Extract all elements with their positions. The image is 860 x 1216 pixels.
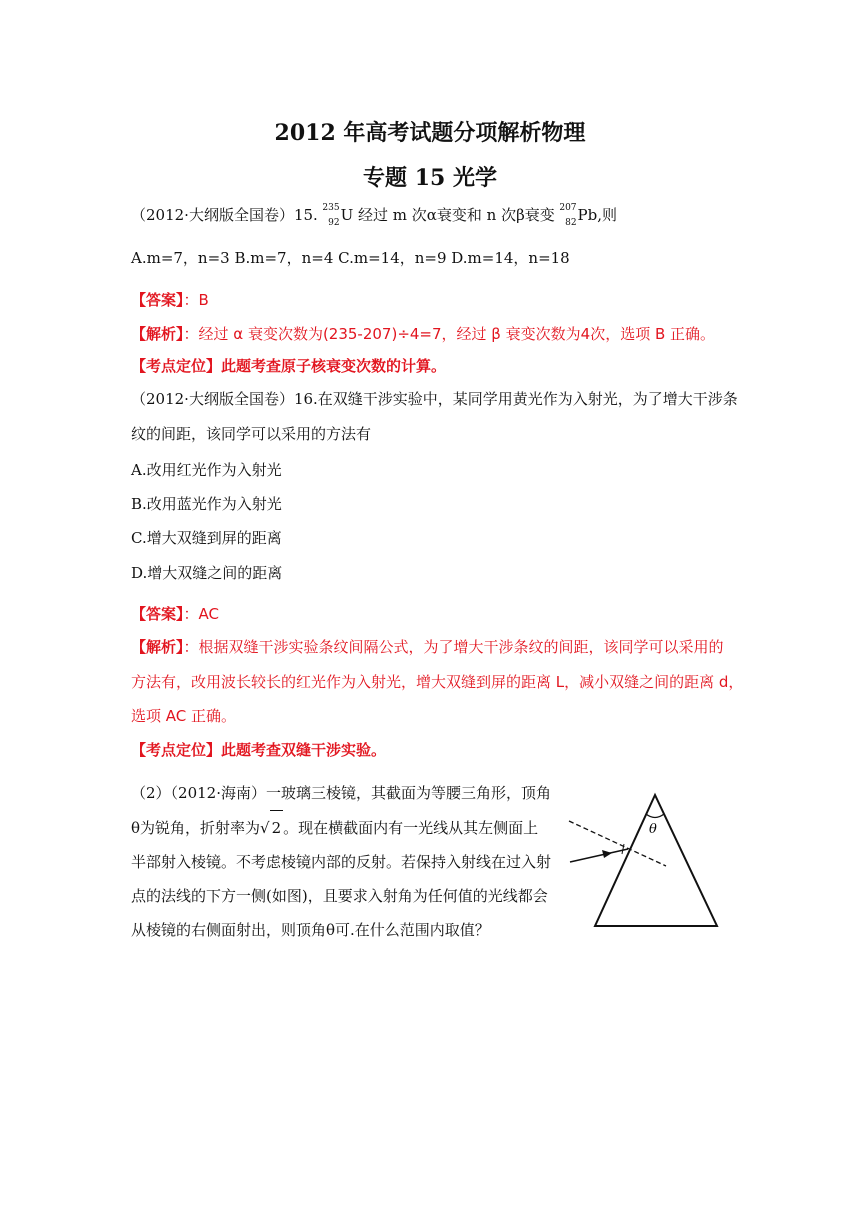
apex-angle-label: θ [649, 822, 657, 837]
question-16-stem-line1: （2012·大纲版全国卷）16.在双缝干涉实验中，某同学用黄光作为入射光，为了增大干涉条 [131, 390, 738, 408]
document-title: 2012 年高考试题分项解析物理 [274, 120, 586, 146]
answer-15 [131, 290, 209, 310]
question-16-stem-line2: 纹的间距，该同学可以采用的方法有 [131, 425, 372, 443]
answer-16 [131, 604, 219, 624]
question-2-line1: （2）（2012·海南）一玻璃三棱镜，其截面为等腰三角形，顶角 [131, 784, 551, 802]
knowledge-point-text: 此题考查原子核衰变次数的计算。 [221, 357, 447, 375]
document-subtitle: 专题 15 光学 [363, 165, 497, 191]
analysis-label: 【解析】 [131, 325, 184, 343]
question-16-option-d: D.增大双缝之间的距离 [131, 564, 283, 582]
lead-atomic-number: 82 [565, 218, 577, 228]
question-2-line4: 点的法线的下方一侧(如图)，且要求入射角为任何值的光线都会 [131, 887, 548, 905]
question-15-options: A.m=7，n=3 B.m=7，n=4 C.m=14，n=9 D.m=14，n=18 [131, 249, 570, 267]
answer-value: ：AC [183, 605, 219, 623]
analysis-text: ：经过 α 衰变次数为(235-207)÷4=7，经过 β 衰变次数为4次，选项 B 正确。 [183, 325, 716, 343]
question-2-line2 [131, 810, 551, 845]
analysis-15 [131, 324, 715, 344]
question-16-option-a: A.改用红光作为入射光 [131, 461, 282, 479]
question-15-stem [131, 205, 617, 226]
knowledge-point-label: 【考点定位】 [131, 741, 222, 759]
question-15-text-end: ,则 [597, 206, 618, 224]
question-2-text: θ为锐角，折射率为 [131, 819, 261, 837]
lead-symbol: Pb [577, 206, 598, 224]
knowledge-point-text: 此题考查双缝干涉实验。 [221, 741, 387, 759]
answer-label: 【答案】 [131, 291, 184, 309]
knowledge-point-15 [131, 356, 446, 376]
uranium-symbol: U [340, 206, 354, 224]
answer-label: 【答案】 [131, 605, 184, 623]
prism-diagram [562, 790, 722, 930]
question-2-block [131, 776, 551, 947]
prism-triangle [595, 795, 717, 926]
uranium-atomic-number: 92 [328, 218, 340, 228]
question-2-line5: 从棱镜的右侧面射出，则顶角θ可.在什么范围内取值？ [131, 921, 490, 939]
question-15-source: （2012·大纲版全国卷）15. [131, 206, 318, 224]
incident-ray-arrow [602, 850, 612, 858]
analysis-label: 【解析】 [131, 638, 184, 656]
sqrt-radicand: 2 [270, 810, 284, 845]
lead-nuclide [559, 203, 578, 228]
sqrt-expression: √ 2 [260, 810, 283, 845]
analysis-text: ：根据双缝干涉实验条纹间隔公式，为了增大干涉条纹的间距，该同学可以采用的 [183, 638, 724, 656]
question-2-line3: 半部射入棱镜。不考虑棱镜内部的反射。若保持入射线在过入射 [131, 853, 552, 871]
analysis-16-line1 [131, 637, 724, 657]
analysis-16-line3: 选项 AC 正确。 [131, 707, 237, 725]
uranium-nuclide [322, 203, 341, 228]
apex-angle-arc [646, 814, 664, 818]
question-15-text: 经过 m 次α衰变和 n 次β衰变 [353, 206, 560, 224]
incident-ray [570, 849, 628, 862]
knowledge-point-label: 【考点定位】 [131, 357, 222, 375]
question-16-option-c: C.增大双缝到屏的距离 [131, 529, 282, 547]
answer-value: ：B [183, 291, 209, 309]
uranium-mass-number: 235 [322, 203, 340, 213]
question-2-text-cont: 。现在横截面内有一光线从其左侧面上 [283, 819, 539, 837]
analysis-16-line2: 方法有，改用波长较长的红光作为入射光，增大双缝到屏的距离 L，减小双缝之间的距离 d， [131, 673, 744, 691]
lead-mass-number: 207 [559, 203, 577, 213]
question-16-option-b: B.改用蓝光作为入射光 [131, 495, 282, 513]
knowledge-point-16 [131, 740, 386, 760]
